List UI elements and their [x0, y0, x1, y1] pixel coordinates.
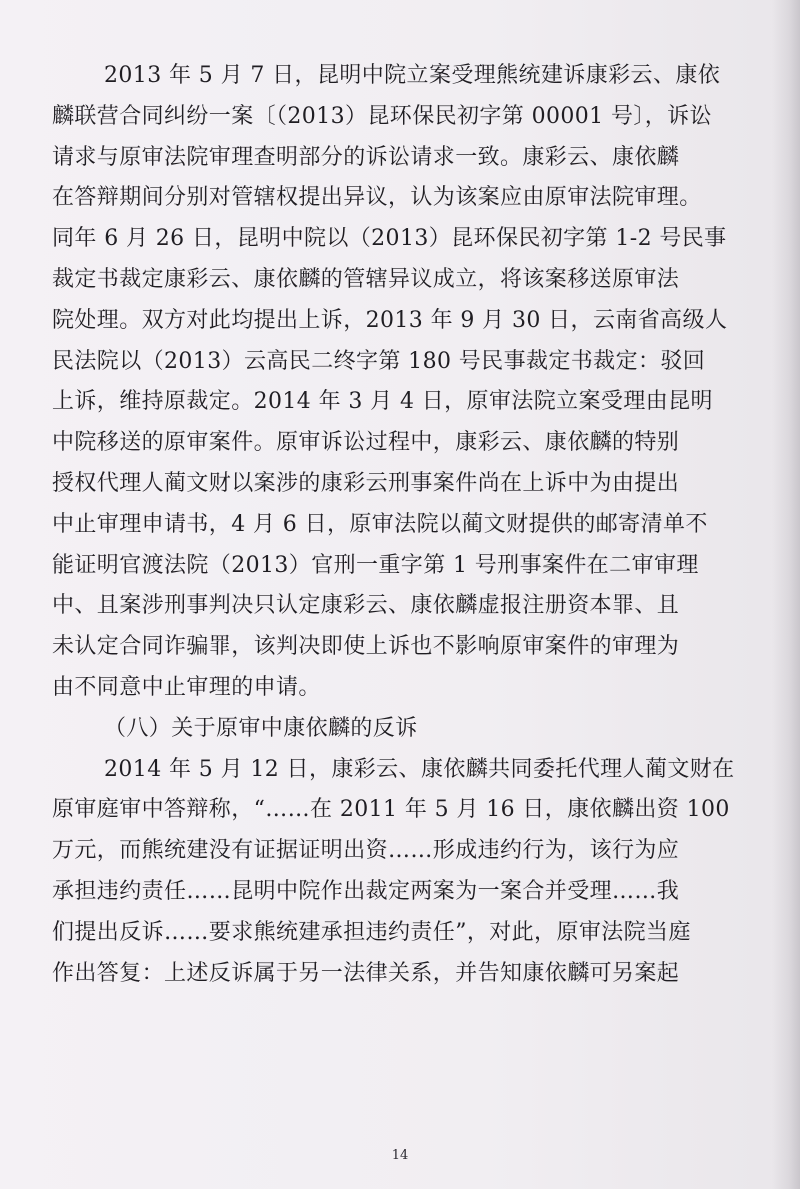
paragraph-line: 未认定合同诈骗罪，该判决即使上诉也不影响原审案件的审理为: [52, 634, 680, 660]
paragraph-line: 民法院以（2013）云高民二终字第 180 号民事裁定书裁定：驳回: [52, 348, 706, 374]
document-body: [52, 56, 757, 994]
paragraph-line: 上诉，维持原裁定。2014 年 3 月 4 日，原审法院立案受理由昆明: [52, 389, 713, 415]
section-heading: （八）关于原审中康依麟的反诉: [104, 715, 418, 741]
paragraph-line: 作出答复：上述反诉属于另一法律关系，并告知康依麟可另案起: [52, 960, 680, 986]
paragraph-line: 2014 年 5 月 12 日，康彩云、康依麟共同委托代理人蔺文财在: [104, 756, 735, 782]
paragraph-line: 能证明官渡法院（2013）官刑一重字第 1 号刑事案件在二审审理: [52, 552, 699, 578]
paragraph-line: 由不同意中止审理的申请。: [52, 674, 321, 700]
paragraph-line: 裁定书裁定康彩云、康依麟的管辖异议成立，将该案移送原审法: [52, 266, 680, 292]
paragraph-line: 请求与原审法院审理查明部分的诉讼请求一致。康彩云、康依麟: [52, 144, 680, 170]
paragraph-line: 同年 6 月 26 日，昆明中院以（2013）昆环保民初字第 1-2 号民事: [52, 226, 727, 252]
paragraph-line: 万元，而熊统建没有证据证明出资……形成违约行为，该行为应: [52, 838, 680, 864]
paragraph-line: 中院移送的原审案件。原审诉讼过程中，康彩云、康依麟的特别: [52, 430, 680, 456]
page-number: 14: [391, 1148, 409, 1163]
paragraph-line: 中、且案涉刑事判决只认定康彩云、康依麟虚报注册资本罪、且: [52, 593, 680, 619]
paragraph-line: 麟联营合同纠纷一案〔（2013）昆环保民初字第 00001 号〕，诉讼: [52, 103, 712, 129]
paragraph-line: 中止审理申请书，4 月 6 日，原审法院以蔺文财提供的邮寄清单不: [52, 511, 708, 537]
paragraph-line: 原审庭审中答辩称，“……在 2011 年 5 月 16 日，康依麟出资 100: [52, 797, 730, 823]
paragraph-line: 承担违约责任……昆明中院作出裁定两案为一案合并受理……我: [52, 878, 680, 904]
paragraph-line: 授权代理人蔺文财以案涉的康彩云刑事案件尚在上诉中为由提出: [52, 470, 680, 496]
paragraph-line: 2013 年 5 月 7 日，昆明中院立案受理熊统建诉康彩云、康依: [104, 63, 721, 88]
page-edge-shadow: [772, 0, 800, 1189]
paragraph-line: 们提出反诉……要求熊统建承担违约责任”，对此，原审法院当庭: [52, 919, 691, 945]
paragraph-line: 院处理。双方对此均提出上诉，2013 年 9 月 30 日，云南省高级人: [52, 307, 728, 333]
paragraph-line: 在答辩期间分别对管辖权提出异议，认为该案应由原审法院审理。: [52, 185, 702, 211]
